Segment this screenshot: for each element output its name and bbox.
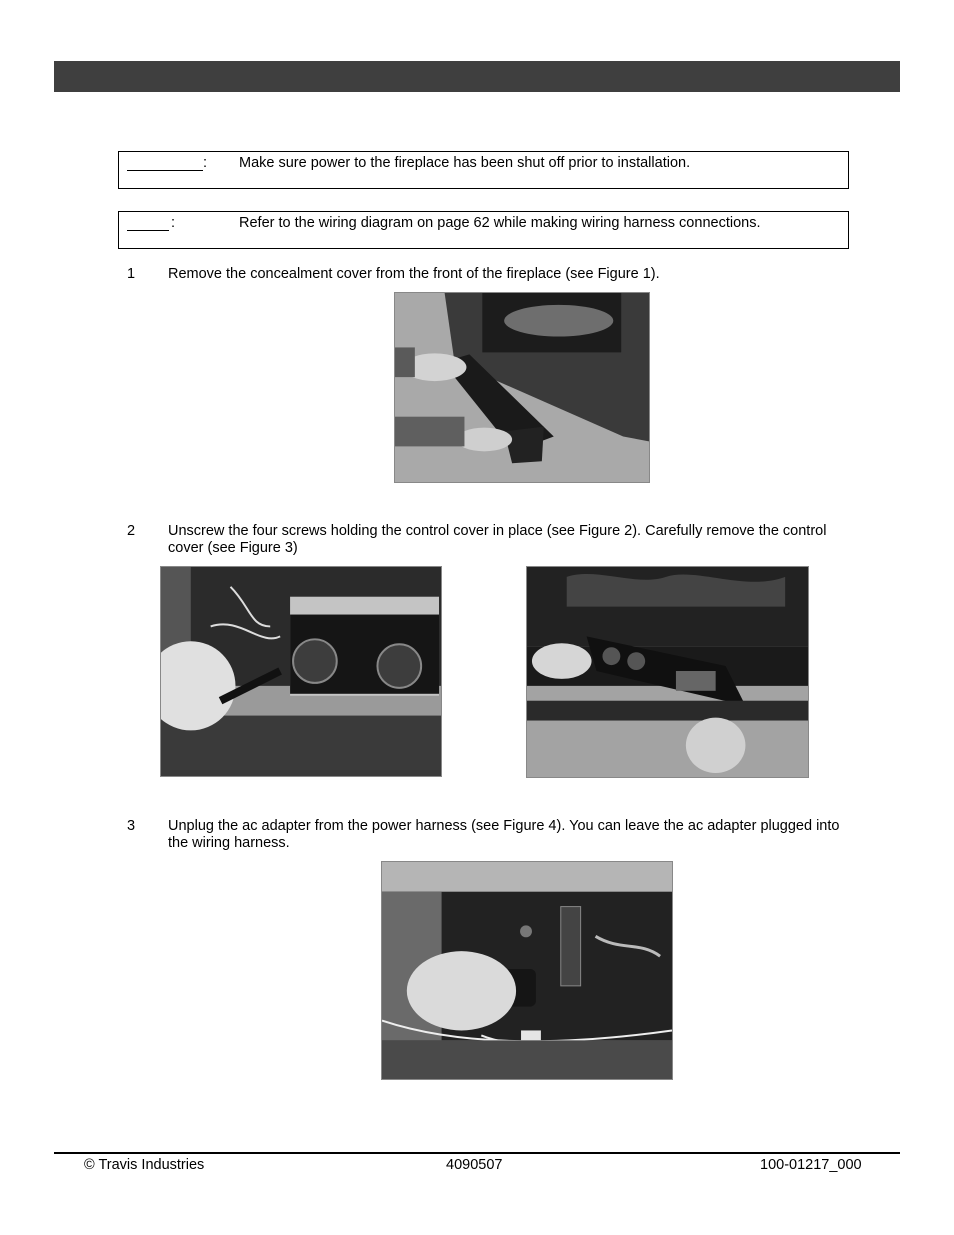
step-2-number: 2 (127, 523, 136, 539)
warning-colon: : (203, 155, 208, 171)
note-box (118, 211, 849, 249)
warning-keyword-underline (127, 156, 203, 171)
footer-copyright: © Travis Industries (84, 1157, 205, 1173)
footer-date-code: 4090507 (446, 1157, 503, 1173)
warning-text: Make sure power to the fireplace has been shut off prior to installation. (239, 155, 691, 171)
note-keyword-underline (127, 216, 169, 231)
footer-divider (54, 1152, 900, 1154)
note-colon: : (171, 215, 176, 231)
step-1-text: Remove the concealment cover from the front of the fireplace (see Figure 1). (168, 266, 660, 282)
note-text: Refer to the wiring diagram on page 62 while making wiring harness connections. (239, 215, 761, 231)
figure-1-photo (394, 292, 650, 483)
figure-3-photo (526, 566, 809, 778)
step-3-text: Unplug the ac adapter from the power harness (see Figure 4). You can leave the ac adapter plugged into the wiring harness. (168, 818, 840, 851)
step-3-number: 3 (127, 818, 136, 834)
footer-document-number: 100-01217_000 (760, 1157, 862, 1173)
warning-note-box (118, 151, 849, 189)
figure-2-photo (160, 566, 442, 777)
section-header-bar (54, 61, 900, 92)
figure-4-photo (381, 861, 673, 1080)
step-1-number: 1 (127, 266, 136, 282)
step-2-text: Unscrew the four screws holding the control cover in place (see Figure 2). Carefully remove the control cover (see Figure 3) (168, 523, 827, 556)
